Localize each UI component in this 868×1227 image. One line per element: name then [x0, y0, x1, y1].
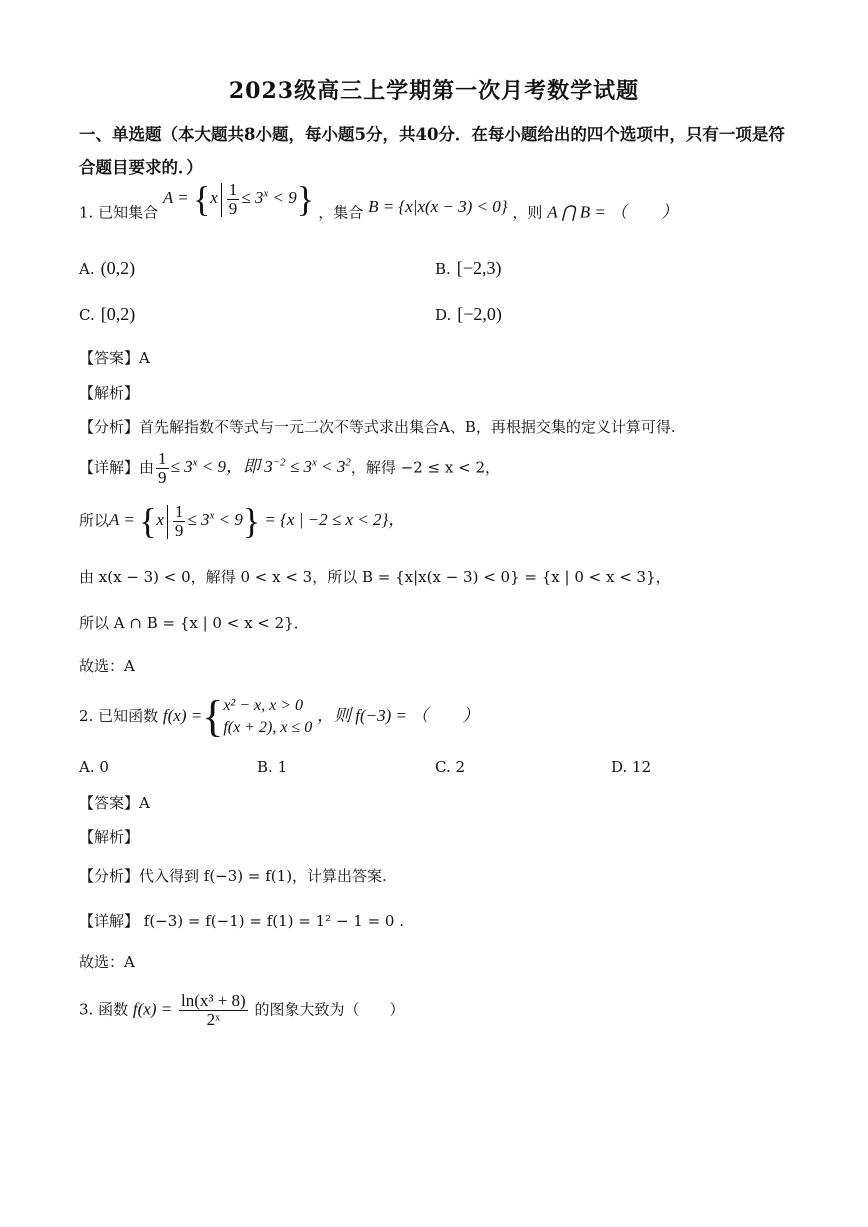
q1-option-a[interactable]: A. (0,2)	[79, 258, 136, 278]
q1-option-d[interactable]: D. [−2,0)	[435, 304, 502, 324]
q1-analysis-label: 【解析】	[79, 384, 140, 402]
q1-answer: 【答案】A	[79, 349, 150, 367]
q2-option-d[interactable]: D. 12	[611, 758, 652, 776]
q1-prefix: 已知集合	[98, 203, 159, 222]
q1-choice: 故选：A	[79, 657, 135, 675]
section-header: 一、单选题（本大题共8小题，每小题5分，共40分．在每小题给出的四个选项中，只有一项是符合题目要求的．）	[79, 125, 785, 177]
q2-stem: 2. 已知函数 f(x) ={ x² − x, x > 0 f(x + 2), x ≤ 0 ，则 f(−3) = （ ）	[79, 692, 480, 741]
q1-fraction: $\frac{1}{9}$	[228, 180, 238, 218]
q1-detail-line4: 所以 A ∩ B = {x | 0 < x < 2}．	[79, 614, 309, 632]
q1-detail-line3: 由 x(x − 3) < 0，解得 0 < x < 3，所以 B = {x|x(x − 3) < 0} = {x | 0 < x < 3}，	[79, 568, 671, 586]
q2-detail: 【详解】 f(−3) = f(−1) = f(1) = 1² − 1 = 0 .	[79, 912, 405, 930]
q1-fenxi: 【分析】首先解指数不等式与一元二次不等式求出集合A、B，再根据交集的定义计算可得.	[79, 418, 676, 436]
q2-analysis-label: 【解析】	[79, 828, 140, 846]
q2-choice: 故选：A	[79, 953, 135, 971]
q1-stem: 1. 已知集合 A = {x $\frac{1}{9}$ ≤ $3^x < 9$} ，集合 B = {x|x(x − 3) < 0} ，则 A ⋂ B = （ ）	[79, 179, 679, 222]
q2-piecewise: x² − x, x > 0 f(x + 2), x ≤ 0	[223, 697, 313, 736]
q2-answer: 【答案】A	[79, 794, 150, 812]
q1-set-a: A = {x $\frac{1}{9}$ ≤ $3^x < 9$}	[162, 179, 315, 220]
q3-stem: 3. 函数 f(x) = $\frac{\text{ln(x³ + 8)}}{\text{2ˣ}}$ 的图象大致为（ ）	[79, 991, 405, 1029]
q1-number: 1.	[79, 203, 94, 222]
q2-option-a[interactable]: A. 0	[79, 758, 109, 776]
exam-title: 2023级高三上学期第一次月考数学试题	[228, 78, 640, 104]
q1-option-b[interactable]: B. [−2,3)	[435, 258, 502, 278]
q2-option-c[interactable]: C. 2	[435, 758, 466, 776]
q1-option-c[interactable]: C. [0,2)	[79, 304, 136, 324]
q2-number: 2.	[79, 707, 94, 725]
q1-ask: A ⋂ B = （ ）	[547, 202, 679, 222]
q1-set-b: B = {x|x(x − 3) < 0}	[368, 197, 508, 217]
q1-detail-line1: 【详解】由 $\frac{1}{9}$ ≤ $3^x < 9$，即 $3^{-2} \le 3^x < 3^2$，解得 −2 ≤ x < 2，	[79, 449, 500, 487]
q3-number: 3.	[79, 1000, 94, 1019]
q2-option-b[interactable]: B. 1	[257, 758, 288, 776]
q2-fenxi: 【分析】代入得到 f(−3) = f(1)，计算出答案.	[79, 867, 387, 885]
q3-fraction: $\frac{\text{ln(x³ + 8)}}{\text{2ˣ}}$	[180, 991, 246, 1029]
q1-detail-line2: 所以A = {x $\frac{1}{9}$ ≤ $3^x < 9\} = \{x$ | −2 ≤ x < 2}，	[79, 501, 406, 542]
